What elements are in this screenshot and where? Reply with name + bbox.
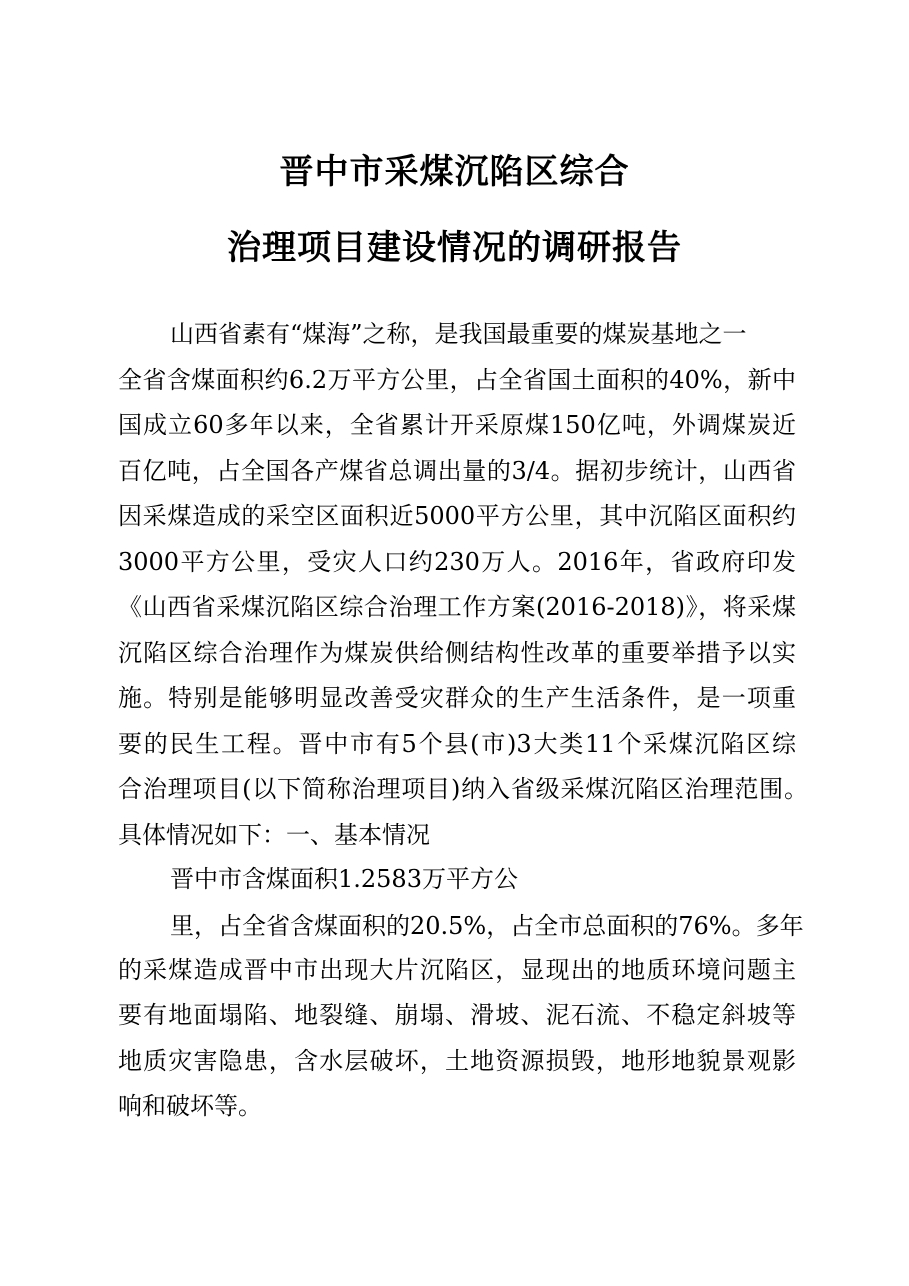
paragraph-1-line-9: 施。特别是能够明显改善受灾群众的生产生活条件，是一项重 [118, 684, 796, 712]
paragraph-1-line-3: 国成立60多年以来，全省累计开采原煤150亿吨，外调煤炭近 [118, 411, 796, 439]
paragraph-1-line-12: 具体情况如下：一、基本情况 [118, 821, 430, 849]
document-title-line-2: 治理项目建设情况的调研报告 [227, 228, 682, 268]
paragraph-3-line-5: 响和破坏等。 [118, 1092, 262, 1120]
document-title-line-1: 晋中市采煤沉陷区综合 [279, 152, 630, 192]
paragraph-3-line-3: 要有地面塌陷、地裂缝、崩塌、滑坡、泥石流、不稳定斜坡等 [118, 1001, 796, 1029]
paragraph-1-line-8: 沉陷区综合治理作为煤炭供给侧结构性改革的重要举措予以实 [118, 639, 796, 667]
paragraph-3-line-1: 里，占全省含煤面积的20.5%，占全市总面积的76%。多年 [170, 912, 804, 940]
paragraph-1-line-6: 3000平方公里，受灾人口约230万人。2016年，省政府印发 [118, 548, 796, 576]
paragraph-1-line-1: 山西省素有“煤海”之称，是我国最重要的煤炭基地之一 [170, 320, 747, 348]
paragraph-1-line-5: 因采煤造成的采空区面积近5000平方公里，其中沉陷区面积约 [118, 502, 796, 530]
paragraph-3-line-4: 地质灾害隐患，含水层破坏，土地资源损毁，地形地貌景观影 [118, 1047, 796, 1075]
paragraph-1-line-4: 百亿吨，占全国各产煤省总调出量的3/4。据初步统计，山西省 [118, 457, 796, 485]
paragraph-1-line-2: 全省含煤面积约6.2万平方公里，占全省国土面积的40%，新中 [118, 366, 796, 394]
paragraph-1-line-10: 要的民生工程。晋中市有5个县(市)3大类11个采煤沉陷区综 [118, 730, 796, 758]
paragraph-3-line-2: 的采煤造成晋中市出现大片沉陷区，显现出的地质环境问题主 [118, 956, 796, 984]
paragraph-1-line-11: 合治理项目(以下简称治理项目)纳入省级采煤沉陷区治理范围。 [118, 775, 808, 803]
paragraph-1-line-7: 《山西省采煤沉陷区综合治理工作方案(2016-2018)》，将采煤 [118, 593, 796, 621]
paragraph-2-line-1: 晋中市含煤面积1.2583万平方公 [170, 865, 518, 893]
